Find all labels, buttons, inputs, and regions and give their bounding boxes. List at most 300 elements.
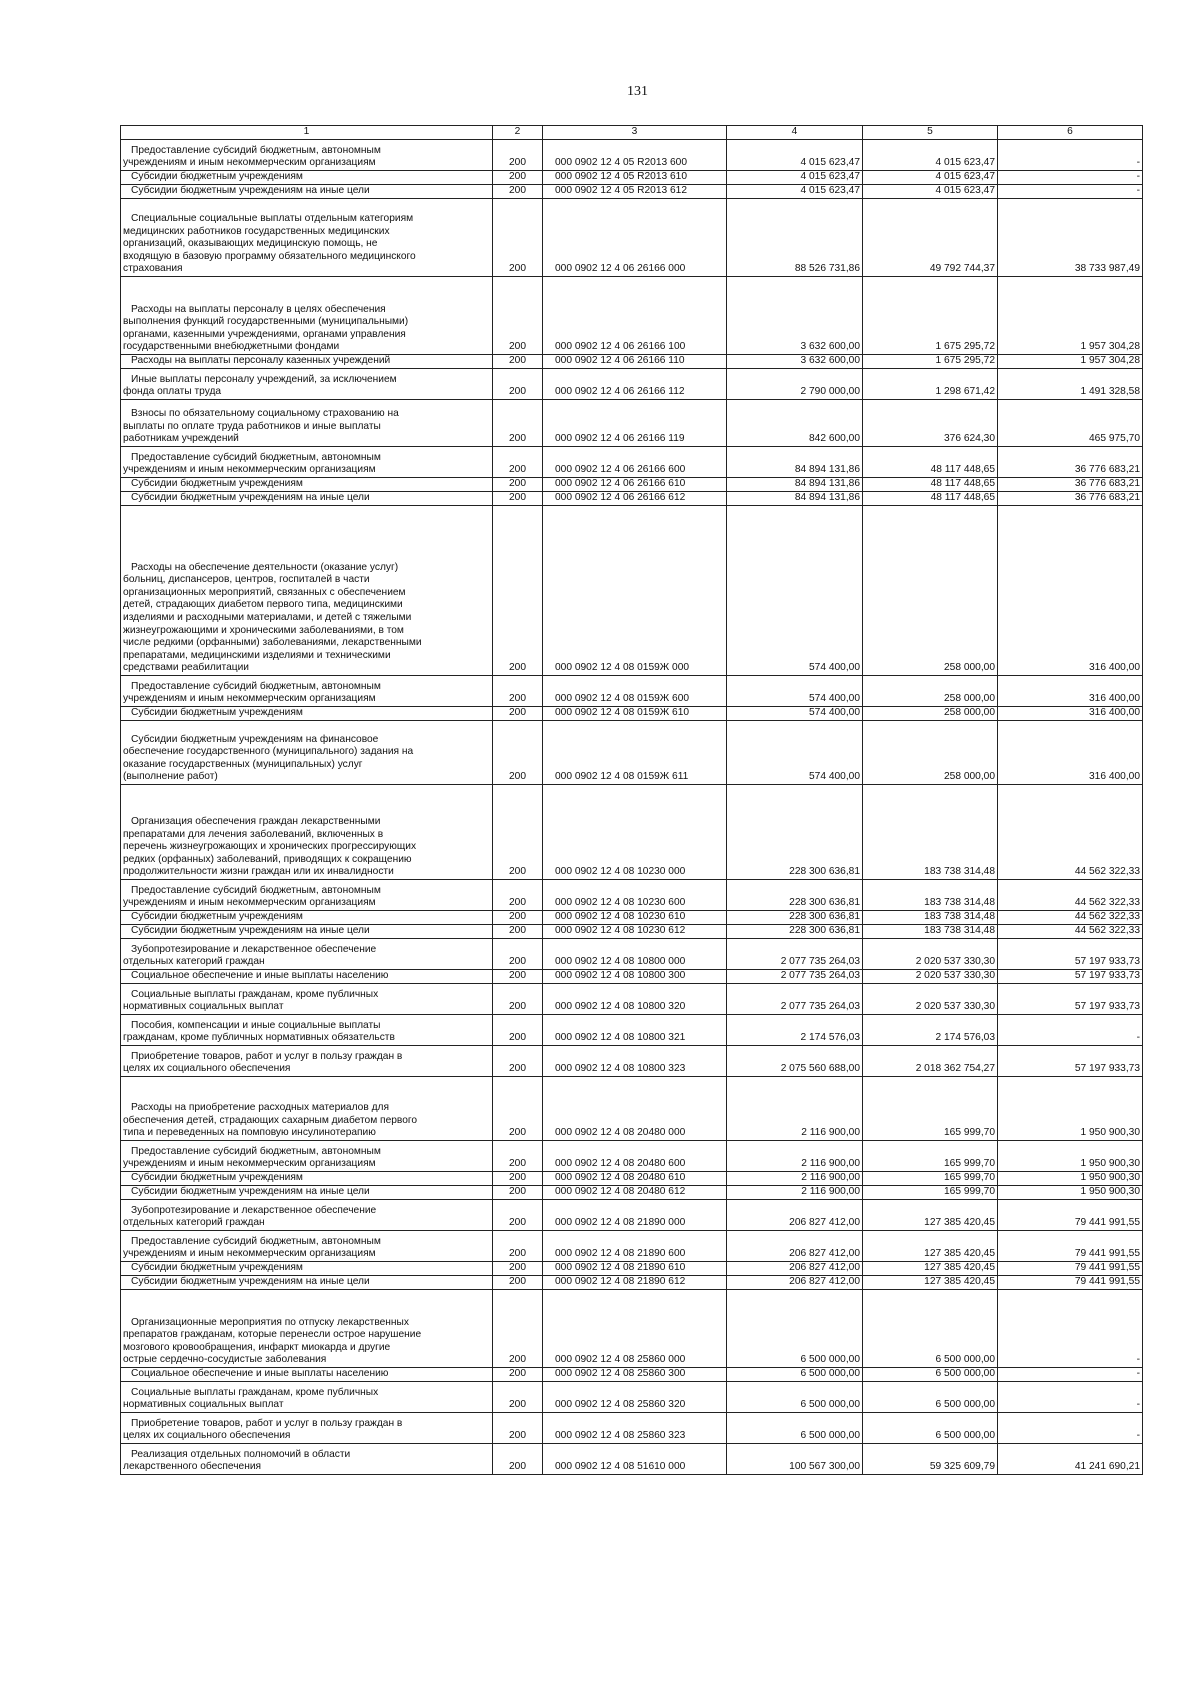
row-admin-code: 200 bbox=[493, 676, 543, 707]
row-classification-code: 000 0902 12 4 08 20480 600 bbox=[543, 1141, 727, 1172]
row-amount-approved: 6 500 000,00 bbox=[727, 1290, 863, 1368]
row-name: Субсидии бюджетным учреждениям на иные цели bbox=[131, 925, 370, 937]
row-amount-executed: 2 020 537 330,30 bbox=[863, 939, 998, 970]
row-name-cell bbox=[121, 447, 493, 478]
row-name-cell bbox=[121, 984, 493, 1015]
row-amount-remaining: 41 241 690,21 bbox=[998, 1444, 1143, 1475]
row-admin-code: 200 bbox=[493, 492, 543, 506]
row-name-cell bbox=[121, 1172, 493, 1186]
row-amount-executed: 165 999,70 bbox=[863, 1141, 998, 1172]
row-classification-code: 000 0902 12 4 06 26166 119 bbox=[543, 400, 727, 447]
row-amount-remaining: 465 975,70 bbox=[998, 400, 1143, 447]
row-amount-executed: 258 000,00 bbox=[863, 506, 998, 676]
row-admin-code: 200 bbox=[493, 939, 543, 970]
row-amount-approved: 84 894 131,86 bbox=[727, 447, 863, 478]
row-name-cell bbox=[121, 369, 493, 400]
row-admin-code: 200 bbox=[493, 369, 543, 400]
page-number: 131 bbox=[627, 84, 648, 99]
row-amount-remaining: 1 957 304,28 bbox=[998, 355, 1143, 369]
row-name: Пособия, компенсации и иные социальные выплаты гражданам, кроме публичных нормативных обязательств bbox=[123, 1019, 395, 1044]
row-classification-code: 000 0902 12 4 06 26166 100 bbox=[543, 277, 727, 355]
row-admin-code: 200 bbox=[493, 447, 543, 478]
row-classification-code: 000 0902 12 4 08 20480 612 bbox=[543, 1186, 727, 1200]
row-amount-executed: 258 000,00 bbox=[863, 721, 998, 785]
row-name: Зубопротезирование и лекарственное обеспечение отдельных категорий граждан bbox=[123, 1204, 377, 1229]
table-row bbox=[121, 984, 1143, 1015]
row-name-cell bbox=[121, 1444, 493, 1475]
row-amount-approved: 6 500 000,00 bbox=[727, 1382, 863, 1413]
row-classification-code: 000 0902 12 4 08 10800 321 bbox=[543, 1015, 727, 1046]
row-admin-code: 200 bbox=[493, 1046, 543, 1077]
row-amount-remaining: - bbox=[998, 140, 1143, 171]
row-amount-approved: 6 500 000,00 bbox=[727, 1368, 863, 1382]
row-amount-approved: 2 116 900,00 bbox=[727, 1141, 863, 1172]
row-name-cell bbox=[121, 721, 493, 785]
row-amount-remaining: 36 776 683,21 bbox=[998, 478, 1143, 492]
row-amount-approved: 2 077 735 264,03 bbox=[727, 939, 863, 970]
row-name-cell bbox=[121, 1290, 493, 1368]
row-amount-approved: 3 632 600,00 bbox=[727, 277, 863, 355]
row-amount-remaining: 79 441 991,55 bbox=[998, 1200, 1143, 1231]
column-header-4: 4 bbox=[727, 126, 863, 140]
table-row bbox=[121, 1077, 1143, 1141]
table-row bbox=[121, 721, 1143, 785]
row-name: Социальное обеспечение и иные выплаты населению bbox=[131, 970, 389, 982]
row-amount-remaining: 57 197 933,73 bbox=[998, 1046, 1143, 1077]
row-amount-remaining: 316 400,00 bbox=[998, 676, 1143, 707]
row-classification-code: 000 0902 12 4 08 10230 610 bbox=[543, 911, 727, 925]
row-admin-code: 200 bbox=[493, 1015, 543, 1046]
table-row bbox=[121, 1141, 1143, 1172]
row-amount-remaining: 57 197 933,73 bbox=[998, 984, 1143, 1015]
row-classification-code: 000 0902 12 4 08 10230 600 bbox=[543, 880, 727, 911]
row-amount-remaining: - bbox=[998, 1368, 1143, 1382]
table-row bbox=[121, 785, 1143, 880]
row-amount-approved: 2 174 576,03 bbox=[727, 1015, 863, 1046]
row-admin-code: 200 bbox=[493, 199, 543, 277]
row-classification-code: 000 0902 12 4 08 10230 000 bbox=[543, 785, 727, 880]
row-name-cell bbox=[121, 355, 493, 369]
row-amount-executed: 2 020 537 330,30 bbox=[863, 984, 998, 1015]
row-admin-code: 200 bbox=[493, 1262, 543, 1276]
row-name-cell bbox=[121, 939, 493, 970]
row-classification-code: 000 0902 12 4 06 26166 600 bbox=[543, 447, 727, 478]
table-row bbox=[121, 171, 1143, 185]
row-name: Зубопротезирование и лекарственное обеспечение отдельных категорий граждан bbox=[123, 943, 377, 968]
row-admin-code: 200 bbox=[493, 1172, 543, 1186]
row-name: Расходы на обеспечение деятельности (оказание услуг) больниц, диспансеров, центров, госпиталей в части организационных мероприятий, связанных с обеспечением детей, страдающих диабетом первого типа, медицинскими изделиями и расходными материалами, и детей с тяжелыми жизнеугрожающими и хроническими заболеваниями, в том числе редкими (орфанными) заболеваниями, лекарственными препаратами, медицинскими изделиями и техническими средствами реабилитации bbox=[123, 561, 422, 674]
row-classification-code: 000 0902 12 4 08 25860 000 bbox=[543, 1290, 727, 1368]
row-amount-executed: 6 500 000,00 bbox=[863, 1382, 998, 1413]
row-name: Предоставление субсидий бюджетным, автономным учреждениям и иным некоммерческим организациям bbox=[123, 1235, 381, 1260]
row-amount-executed: 1 675 295,72 bbox=[863, 277, 998, 355]
table-row bbox=[121, 970, 1143, 984]
row-name: Субсидии бюджетным учреждениям на иные цели bbox=[131, 492, 370, 504]
row-classification-code: 000 0902 12 4 08 10230 612 bbox=[543, 925, 727, 939]
row-name: Приобретение товаров, работ и услуг в пользу граждан в целях их социального обеспечения bbox=[123, 1417, 403, 1442]
row-amount-executed: 183 738 314,48 bbox=[863, 785, 998, 880]
row-amount-approved: 84 894 131,86 bbox=[727, 492, 863, 506]
row-name-cell bbox=[121, 785, 493, 880]
row-name-cell bbox=[121, 199, 493, 277]
row-amount-approved: 100 567 300,00 bbox=[727, 1444, 863, 1475]
row-amount-executed: 183 738 314,48 bbox=[863, 925, 998, 939]
row-amount-executed: 127 385 420,45 bbox=[863, 1276, 998, 1290]
row-amount-remaining: - bbox=[998, 171, 1143, 185]
row-classification-code: 000 0902 12 4 08 10800 000 bbox=[543, 939, 727, 970]
column-header-3: 3 bbox=[543, 126, 727, 140]
row-name-cell bbox=[121, 1015, 493, 1046]
row-name-cell bbox=[121, 1413, 493, 1444]
row-admin-code: 200 bbox=[493, 1444, 543, 1475]
row-name: Приобретение товаров, работ и услуг в пользу граждан в целях их социального обеспечения bbox=[123, 1050, 403, 1075]
table-row bbox=[121, 707, 1143, 721]
row-name: Субсидии бюджетным учреждениям на иные цели bbox=[131, 185, 370, 197]
row-name-cell bbox=[121, 400, 493, 447]
row-amount-approved: 6 500 000,00 bbox=[727, 1413, 863, 1444]
row-classification-code: 000 0902 12 4 08 25860 300 bbox=[543, 1368, 727, 1382]
row-classification-code: 000 0902 12 4 06 26166 612 bbox=[543, 492, 727, 506]
row-name-cell bbox=[121, 707, 493, 721]
row-classification-code: 000 0902 12 4 08 10800 323 bbox=[543, 1046, 727, 1077]
table-row bbox=[121, 1444, 1143, 1475]
table-row bbox=[121, 355, 1143, 369]
row-admin-code: 200 bbox=[493, 1077, 543, 1141]
row-admin-code: 200 bbox=[493, 1186, 543, 1200]
row-admin-code: 200 bbox=[493, 400, 543, 447]
row-amount-approved: 228 300 636,81 bbox=[727, 880, 863, 911]
row-amount-remaining: 79 441 991,55 bbox=[998, 1262, 1143, 1276]
row-amount-approved: 2 077 735 264,03 bbox=[727, 984, 863, 1015]
table-row bbox=[121, 1172, 1143, 1186]
row-name-cell bbox=[121, 277, 493, 355]
row-name: Взносы по обязательному социальному страхованию на выплаты по оплате труда работников и иные выплаты работникам учреждений bbox=[123, 408, 399, 445]
row-admin-code: 200 bbox=[493, 171, 543, 185]
row-name-cell bbox=[121, 1077, 493, 1141]
row-amount-approved: 574 400,00 bbox=[727, 676, 863, 707]
row-admin-code: 200 bbox=[493, 707, 543, 721]
row-admin-code: 200 bbox=[493, 785, 543, 880]
row-name-cell bbox=[121, 676, 493, 707]
row-admin-code: 200 bbox=[493, 911, 543, 925]
row-name-cell bbox=[121, 1200, 493, 1231]
column-header-5: 5 bbox=[863, 126, 998, 140]
row-name-cell bbox=[121, 1231, 493, 1262]
row-classification-code: 000 0902 12 4 06 26166 000 bbox=[543, 199, 727, 277]
row-amount-remaining: - bbox=[998, 1290, 1143, 1368]
row-amount-executed: 165 999,70 bbox=[863, 1186, 998, 1200]
row-classification-code: 000 0902 12 4 08 0159Ж 600 bbox=[543, 676, 727, 707]
row-amount-executed: 59 325 609,79 bbox=[863, 1444, 998, 1475]
row-amount-approved: 84 894 131,86 bbox=[727, 478, 863, 492]
row-admin-code: 200 bbox=[493, 277, 543, 355]
row-amount-remaining: 38 733 987,49 bbox=[998, 199, 1143, 277]
column-number-header-row bbox=[121, 126, 1143, 140]
row-name: Социальные выплаты гражданам, кроме публичных нормативных социальных выплат bbox=[123, 1386, 379, 1411]
table-row bbox=[121, 199, 1143, 277]
row-classification-code: 000 0902 12 4 08 51610 000 bbox=[543, 1444, 727, 1475]
table-row bbox=[121, 1276, 1143, 1290]
row-name: Субсидии бюджетным учреждениям bbox=[131, 707, 303, 719]
row-classification-code: 000 0902 12 4 08 25860 320 bbox=[543, 1382, 727, 1413]
column-header-6: 6 bbox=[998, 126, 1143, 140]
row-amount-remaining: - bbox=[998, 185, 1143, 199]
row-amount-approved: 574 400,00 bbox=[727, 506, 863, 676]
row-amount-remaining: 79 441 991,55 bbox=[998, 1276, 1143, 1290]
row-name: Субсидии бюджетным учреждениям на иные цели bbox=[131, 1186, 370, 1198]
table-row bbox=[121, 478, 1143, 492]
row-classification-code: 000 0902 12 4 08 21890 612 bbox=[543, 1276, 727, 1290]
row-amount-approved: 206 827 412,00 bbox=[727, 1200, 863, 1231]
row-amount-executed: 2 020 537 330,30 bbox=[863, 970, 998, 984]
row-amount-executed: 48 117 448,65 bbox=[863, 492, 998, 506]
row-admin-code: 200 bbox=[493, 880, 543, 911]
row-amount-remaining: 44 562 322,33 bbox=[998, 785, 1143, 880]
table-row bbox=[121, 1413, 1143, 1444]
row-name: Предоставление субсидий бюджетным, автономным учреждениям и иным некоммерческим организациям bbox=[123, 451, 381, 476]
row-amount-executed: 6 500 000,00 bbox=[863, 1290, 998, 1368]
row-classification-code: 000 0902 12 4 08 10800 300 bbox=[543, 970, 727, 984]
row-amount-executed: 127 385 420,45 bbox=[863, 1200, 998, 1231]
row-amount-executed: 165 999,70 bbox=[863, 1077, 998, 1141]
row-amount-remaining: 1 957 304,28 bbox=[998, 277, 1143, 355]
row-amount-executed: 258 000,00 bbox=[863, 676, 998, 707]
row-amount-executed: 127 385 420,45 bbox=[863, 1262, 998, 1276]
row-admin-code: 200 bbox=[493, 925, 543, 939]
row-amount-approved: 574 400,00 bbox=[727, 721, 863, 785]
row-amount-approved: 2 116 900,00 bbox=[727, 1077, 863, 1141]
row-name: Предоставление субсидий бюджетным, автономным учреждениям и иным некоммерческим организациям bbox=[123, 1145, 381, 1170]
table-row bbox=[121, 1382, 1143, 1413]
row-amount-remaining: 316 400,00 bbox=[998, 721, 1143, 785]
row-amount-remaining: 79 441 991,55 bbox=[998, 1231, 1143, 1262]
row-amount-executed: 48 117 448,65 bbox=[863, 478, 998, 492]
table-row bbox=[121, 1290, 1143, 1368]
table-row bbox=[121, 880, 1143, 911]
row-admin-code: 200 bbox=[493, 1368, 543, 1382]
table-row bbox=[121, 1262, 1143, 1276]
row-name: Организационные мероприятия по отпуску лекарственных препаратов гражданам, которые перенесли острое нарушение мозгового кровообращения, инфаркт миокарда и другие острые сердечно-сосудистые заболевания bbox=[123, 1316, 422, 1366]
row-name: Специальные социальные выплаты отдельным категориям медицинских работников государственных медицинских организаций, оказывающих медицинскую помощь, не входящую в базовую программу обязательного медицинского страхования bbox=[123, 213, 416, 275]
row-amount-remaining: 1 950 900,30 bbox=[998, 1186, 1143, 1200]
row-name-cell bbox=[121, 1141, 493, 1172]
row-admin-code: 200 bbox=[493, 1413, 543, 1444]
row-name: Расходы на выплаты персоналу казенных учреждений bbox=[131, 355, 391, 367]
row-amount-executed: 2 018 362 754,27 bbox=[863, 1046, 998, 1077]
row-admin-code: 200 bbox=[493, 984, 543, 1015]
row-amount-approved: 2 790 000,00 bbox=[727, 369, 863, 400]
column-header-2: 2 bbox=[493, 126, 543, 140]
table-row bbox=[121, 1046, 1143, 1077]
row-name: Субсидии бюджетным учреждениям bbox=[131, 171, 303, 183]
row-name: Реализация отдельных полномочий в области лекарственного обеспечения bbox=[123, 1448, 351, 1473]
row-classification-code: 000 0902 12 4 08 21890 600 bbox=[543, 1231, 727, 1262]
row-amount-executed: 6 500 000,00 bbox=[863, 1368, 998, 1382]
row-classification-code: 000 0902 12 4 08 20480 000 bbox=[543, 1077, 727, 1141]
row-name-cell bbox=[121, 1368, 493, 1382]
table-row bbox=[121, 400, 1143, 447]
row-name-cell bbox=[121, 1382, 493, 1413]
row-name-cell bbox=[121, 1046, 493, 1077]
row-amount-executed: 1 675 295,72 bbox=[863, 355, 998, 369]
row-admin-code: 200 bbox=[493, 506, 543, 676]
row-name: Субсидии бюджетным учреждениям на финансовое обеспечение государственного (муниципального) задания на оказание государственных (муниципальных) услуг (выполнение работ) bbox=[123, 733, 414, 783]
table-row bbox=[121, 911, 1143, 925]
row-classification-code: 000 0902 12 4 06 26166 610 bbox=[543, 478, 727, 492]
row-name: Предоставление субсидий бюджетным, автономным учреждениям и иным некоммерческим организациям bbox=[123, 884, 381, 909]
row-name-cell bbox=[121, 140, 493, 171]
row-name-cell bbox=[121, 478, 493, 492]
table-row bbox=[121, 506, 1143, 676]
row-amount-approved: 2 077 735 264,03 bbox=[727, 970, 863, 984]
row-admin-code: 200 bbox=[493, 1200, 543, 1231]
budget-table bbox=[120, 125, 1143, 1475]
row-amount-remaining: 44 562 322,33 bbox=[998, 911, 1143, 925]
table-row bbox=[121, 1186, 1143, 1200]
row-classification-code: 000 0902 12 4 08 0159Ж 611 bbox=[543, 721, 727, 785]
row-amount-approved: 4 015 623,47 bbox=[727, 171, 863, 185]
row-admin-code: 200 bbox=[493, 355, 543, 369]
row-classification-code: 000 0902 12 4 06 26166 110 bbox=[543, 355, 727, 369]
table-row bbox=[121, 185, 1143, 199]
row-name: Предоставление субсидий бюджетным, автономным учреждениям и иным некоммерческим организациям bbox=[123, 680, 381, 705]
row-amount-approved: 88 526 731,86 bbox=[727, 199, 863, 277]
row-amount-approved: 574 400,00 bbox=[727, 707, 863, 721]
row-name: Предоставление субсидий бюджетным, автономным учреждениям и иным некоммерческим организациям bbox=[123, 144, 381, 169]
row-name: Субсидии бюджетным учреждениям на иные цели bbox=[131, 1276, 370, 1288]
table-row bbox=[121, 1015, 1143, 1046]
row-name-cell bbox=[121, 171, 493, 185]
table-row bbox=[121, 939, 1143, 970]
row-name-cell bbox=[121, 880, 493, 911]
row-amount-executed: 4 015 623,47 bbox=[863, 171, 998, 185]
row-name-cell bbox=[121, 911, 493, 925]
row-admin-code: 200 bbox=[493, 1382, 543, 1413]
row-name: Организация обеспечения граждан лекарственными препаратами для лечения заболеваний, включенных в перечень жизнеугрожающих и хронических прогрессирующих редких (орфанных) заболеваний, приводящих к сокращению продолжительности жизни граждан или их инвалидности bbox=[123, 816, 417, 878]
row-classification-code: 000 0902 12 4 08 10800 320 bbox=[543, 984, 727, 1015]
row-amount-executed: 49 792 744,37 bbox=[863, 199, 998, 277]
row-amount-approved: 2 116 900,00 bbox=[727, 1172, 863, 1186]
row-amount-remaining: 36 776 683,21 bbox=[998, 492, 1143, 506]
row-name-cell bbox=[121, 185, 493, 199]
column-header-1: 1 bbox=[121, 126, 493, 140]
row-name-cell bbox=[121, 970, 493, 984]
row-amount-approved: 2 075 560 688,00 bbox=[727, 1046, 863, 1077]
budget-table-body bbox=[121, 126, 1143, 1475]
row-amount-approved: 4 015 623,47 bbox=[727, 140, 863, 171]
row-amount-remaining: 1 950 900,30 bbox=[998, 1077, 1143, 1141]
row-name: Социальное обеспечение и иные выплаты населению bbox=[131, 1368, 389, 1380]
table-row bbox=[121, 447, 1143, 478]
row-amount-approved: 228 300 636,81 bbox=[727, 911, 863, 925]
row-amount-remaining: 1 491 328,58 bbox=[998, 369, 1143, 400]
table-row bbox=[121, 492, 1143, 506]
row-classification-code: 000 0902 12 4 06 26166 112 bbox=[543, 369, 727, 400]
row-amount-remaining: 57 197 933,73 bbox=[998, 970, 1143, 984]
table-row bbox=[121, 1231, 1143, 1262]
table-row bbox=[121, 369, 1143, 400]
row-amount-approved: 206 827 412,00 bbox=[727, 1231, 863, 1262]
row-amount-approved: 842 600,00 bbox=[727, 400, 863, 447]
table-row bbox=[121, 277, 1143, 355]
row-classification-code: 000 0902 12 4 05 R2013 600 bbox=[543, 140, 727, 171]
budget-table-container bbox=[120, 125, 1140, 1475]
row-name-cell bbox=[121, 1262, 493, 1276]
row-amount-executed: 183 738 314,48 bbox=[863, 880, 998, 911]
table-row bbox=[121, 1200, 1143, 1231]
row-amount-remaining: 1 950 900,30 bbox=[998, 1141, 1143, 1172]
row-admin-code: 200 bbox=[493, 970, 543, 984]
row-admin-code: 200 bbox=[493, 1141, 543, 1172]
row-admin-code: 200 bbox=[493, 1276, 543, 1290]
row-amount-executed: 4 015 623,47 bbox=[863, 140, 998, 171]
row-amount-executed: 1 298 671,42 bbox=[863, 369, 998, 400]
row-classification-code: 000 0902 12 4 05 R2013 610 bbox=[543, 171, 727, 185]
row-classification-code: 000 0902 12 4 08 25860 323 bbox=[543, 1413, 727, 1444]
row-classification-code: 000 0902 12 4 08 0159Ж 000 bbox=[543, 506, 727, 676]
row-admin-code: 200 bbox=[493, 185, 543, 199]
row-amount-executed: 6 500 000,00 bbox=[863, 1413, 998, 1444]
row-amount-approved: 206 827 412,00 bbox=[727, 1276, 863, 1290]
row-amount-remaining: 316 400,00 bbox=[998, 506, 1143, 676]
row-name: Субсидии бюджетным учреждениям bbox=[131, 911, 303, 923]
row-amount-approved: 2 116 900,00 bbox=[727, 1186, 863, 1200]
row-classification-code: 000 0902 12 4 08 0159Ж 610 bbox=[543, 707, 727, 721]
row-amount-approved: 3 632 600,00 bbox=[727, 355, 863, 369]
row-amount-executed: 48 117 448,65 bbox=[863, 447, 998, 478]
row-amount-approved: 206 827 412,00 bbox=[727, 1262, 863, 1276]
row-admin-code: 200 bbox=[493, 478, 543, 492]
row-amount-approved: 4 015 623,47 bbox=[727, 185, 863, 199]
row-name-cell bbox=[121, 1276, 493, 1290]
row-name: Социальные выплаты гражданам, кроме публичных нормативных социальных выплат bbox=[123, 988, 379, 1013]
row-admin-code: 200 bbox=[493, 1290, 543, 1368]
row-name: Субсидии бюджетным учреждениям bbox=[131, 478, 303, 490]
row-name: Расходы на выплаты персоналу в целях обеспечения выполнения функций государственными (муниципальными) органами, казенными учреждениями, органами управления государственными внебюджетными фондами bbox=[123, 303, 409, 353]
row-amount-executed: 165 999,70 bbox=[863, 1172, 998, 1186]
table-row bbox=[121, 1368, 1143, 1382]
row-amount-executed: 258 000,00 bbox=[863, 707, 998, 721]
row-name-cell bbox=[121, 925, 493, 939]
row-name-cell bbox=[121, 492, 493, 506]
row-amount-executed: 376 624,30 bbox=[863, 400, 998, 447]
row-name: Субсидии бюджетным учреждениям bbox=[131, 1262, 303, 1274]
row-amount-executed: 4 015 623,47 bbox=[863, 185, 998, 199]
row-admin-code: 200 bbox=[493, 721, 543, 785]
table-row bbox=[121, 925, 1143, 939]
row-amount-remaining: - bbox=[998, 1382, 1143, 1413]
row-amount-approved: 228 300 636,81 bbox=[727, 925, 863, 939]
row-name: Субсидии бюджетным учреждениям bbox=[131, 1172, 303, 1184]
row-amount-remaining: - bbox=[998, 1413, 1143, 1444]
row-name: Расходы на приобретение расходных материалов для обеспечения детей, страдающих сахарным диабетом первого типа и переведенных на помповую инсулинотерапию bbox=[123, 1102, 418, 1139]
row-classification-code: 000 0902 12 4 05 R2013 612 bbox=[543, 185, 727, 199]
table-row bbox=[121, 676, 1143, 707]
row-amount-remaining: 316 400,00 bbox=[998, 707, 1143, 721]
row-classification-code: 000 0902 12 4 08 21890 610 bbox=[543, 1262, 727, 1276]
row-admin-code: 200 bbox=[493, 1231, 543, 1262]
row-amount-remaining: 57 197 933,73 bbox=[998, 939, 1143, 970]
row-amount-remaining: 44 562 322,33 bbox=[998, 925, 1143, 939]
row-amount-remaining: 44 562 322,33 bbox=[998, 880, 1143, 911]
row-name-cell bbox=[121, 1186, 493, 1200]
row-admin-code: 200 bbox=[493, 140, 543, 171]
row-amount-executed: 183 738 314,48 bbox=[863, 911, 998, 925]
row-name-cell bbox=[121, 506, 493, 676]
row-amount-remaining: 1 950 900,30 bbox=[998, 1172, 1143, 1186]
row-name: Иные выплаты персоналу учреждений, за исключением фонда оплаты труда bbox=[123, 373, 397, 398]
row-amount-executed: 127 385 420,45 bbox=[863, 1231, 998, 1262]
